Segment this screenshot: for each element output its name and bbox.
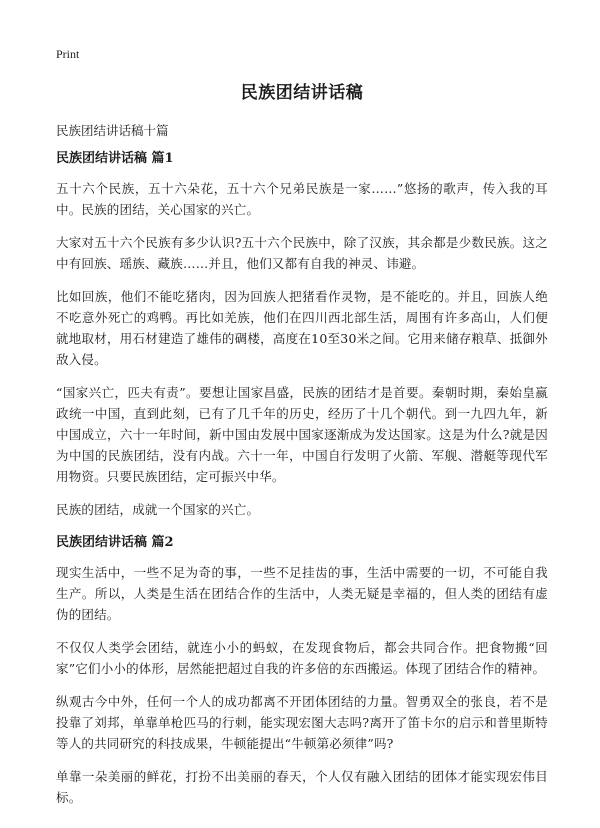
paragraph: 比如回族，他们不能吃猪肉，因为回族人把猪看作灵物，是不能吃的。并且，回族人绝不吃意外死亡的鸡鸭。再比如羌族，他们在四川西北部生活，周围有许多高山，人们便就地取材，用石材建造了雄伟的碉楼，高度在10至30米之间。它用来储存粮草、抵御外敌入侵。 bbox=[56, 289, 548, 367]
paragraph: 不仅仅人类学会团结，就连小小的蚂蚁，在发现食物后，都会共同合作。把食物搬“回家”它们小小的体形，居然能把超过自我的许多倍的东西搬运。体现了团结合作的精神。 bbox=[56, 640, 548, 676]
section-1 bbox=[56, 150, 548, 520]
document-content bbox=[56, 150, 548, 820]
page-title: 民族团结讲话稿 bbox=[240, 83, 364, 103]
section-heading: 民族团结讲话稿 篇1 bbox=[56, 151, 174, 166]
print-link[interactable]: Print bbox=[56, 47, 80, 61]
section-2 bbox=[56, 534, 548, 808]
paragraph: “国家兴亡，匹夫有责”。要想让国家昌盛，民族的团结才是首要。秦朝时期，秦始皇嬴政统一中国，直到此刻，已有了几千年的历史，经历了十几个朝代。到一九四九年，新中国成立，六十一年时间，新中国由发展中国家逐渐成为发达国家。这是为什么?就是因为中国的民族团结，没有内战。六十一年，中国自行发明了火箭、军舰、潜艇等现代军用物资。只要民族团结，定可振兴中华。 bbox=[56, 385, 548, 484]
paragraph: 纵观古今中外，任何一个人的成功都离不开团体团结的力量。智勇双全的张良，若不是投靠了刘邦，单靠单枪匹马的行刺，能实现宏图大志吗?离开了笛卡尔的启示和普里斯特等人的共同研究的科技成果，牛顿能提出“牛顿第必须律”吗? bbox=[56, 694, 548, 751]
paragraph: 五十六个民族，五十六朵花，五十六个兄弟民族是一家……”悠扬的歌声，传入我的耳中。民族的团结，关心国家的兴亡。 bbox=[56, 181, 548, 217]
paragraph: 现实生活中，一些不足为奇的事，一些不足挂齿的事，生活中需要的一切，不可能自我生产。所以，人类是生活在团结合作的生活中，人类无疑是幸福的，但人类的团结有虚伪的团结。 bbox=[56, 565, 548, 622]
document-subtitle: 民族团结讲话稿十篇 bbox=[56, 123, 169, 138]
paragraph: 单靠一朵美丽的鲜花，打扮不出美丽的春天，个人仅有融入团结的团体才能实现宏伟目标。 bbox=[56, 769, 548, 805]
paragraph: 民族的团结，成就一个国家的兴亡。 bbox=[56, 502, 260, 517]
paragraph: 大家对五十六个民族有多少认识?五十六个民族中，除了汉族，其余都是少数民族。这之中有回族、瑶族、藏族……并且，他们又都有自我的神灵、讳避。 bbox=[56, 235, 548, 271]
section-heading: 民族团结讲话稿 篇2 bbox=[56, 535, 174, 550]
